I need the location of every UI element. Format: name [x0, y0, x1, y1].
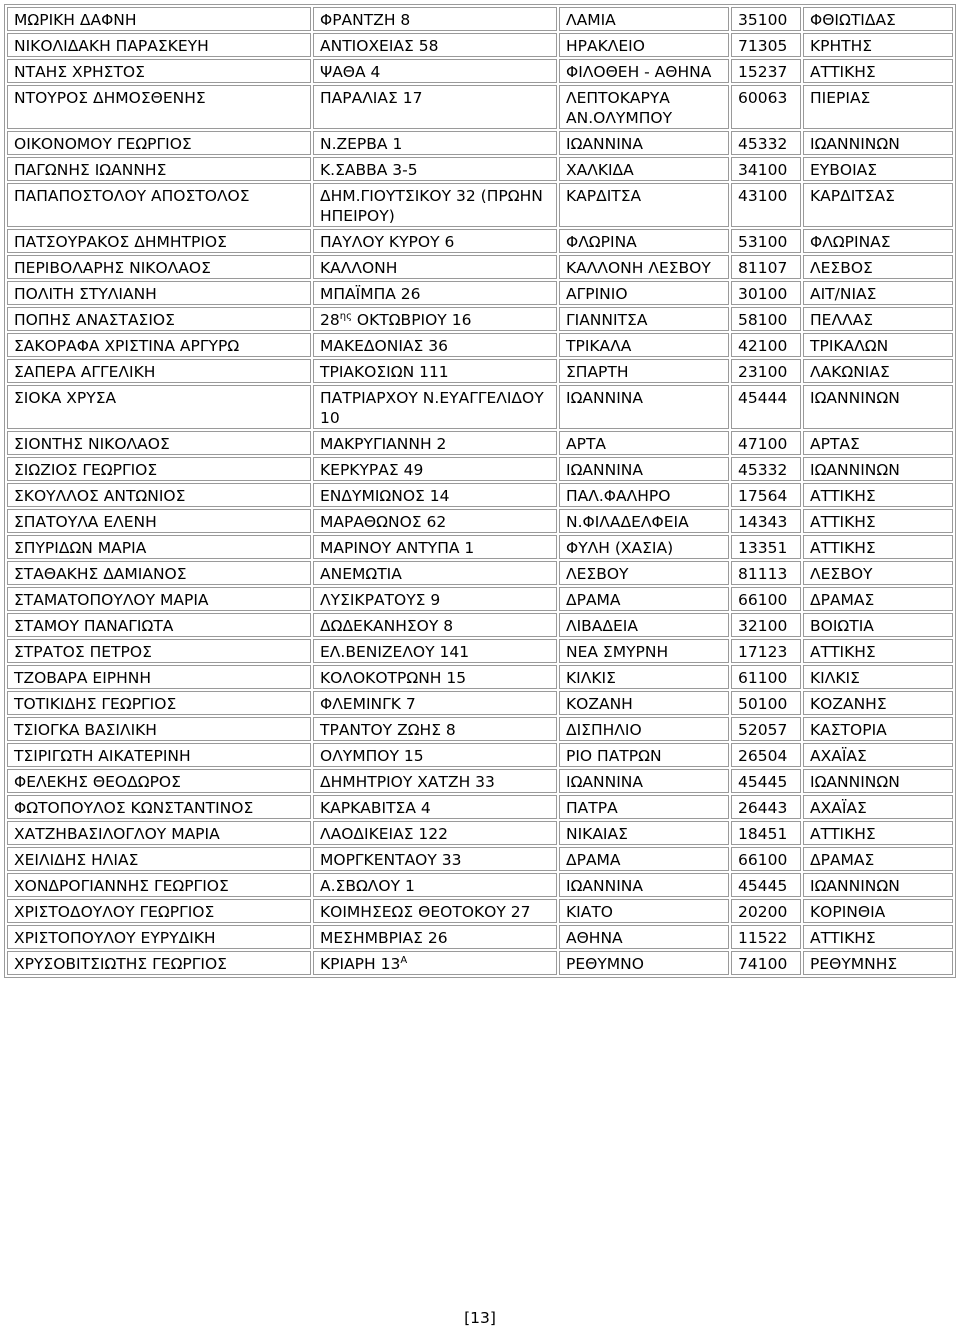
- zip-cell: 26443: [731, 795, 801, 819]
- prefecture-cell: ΑΧΑΪΑΣ: [803, 795, 953, 819]
- name-cell: ΦΩΤΟΠΟΥΛΟΣ ΚΩΝΣΤΑΝΤΙΝΟΣ: [7, 795, 311, 819]
- name-cell: ΝΤΟΥΡΟΣ ΔΗΜΟΣΘΕΝΗΣ: [7, 85, 311, 129]
- table-row: [7, 131, 953, 155]
- prefecture-cell: ΔΡΑΜΑΣ: [803, 847, 953, 871]
- zip-cell: 53100: [731, 229, 801, 253]
- address-cell: ΛΑΟΔΙΚΕΙΑΣ 122: [313, 821, 557, 845]
- address-cell: ΔΗΜ.ΓΙΟΥΤΣΙΚΟΥ 32 (ΠΡΩΗΝ ΗΠΕΙΡΟΥ): [313, 183, 557, 227]
- address-superscript: ης: [339, 310, 352, 322]
- address-rest: ΟΚΤΩΒΡΙΟΥ 16: [351, 311, 472, 329]
- name-cell: ΝΙΚΟΛΙΔΑΚΗ ΠΑΡΑΣΚΕΥΗ: [7, 33, 311, 57]
- city-cell: ΠΑΤΡΑ: [559, 795, 729, 819]
- address-cell: ΚΑΛΛΟΝΗ: [313, 255, 557, 279]
- address-cell: ΛΥΣΙΚΡΑΤΟΥΣ 9: [313, 587, 557, 611]
- city-cell: ΗΡΑΚΛΕΙΟ: [559, 33, 729, 57]
- city-cell: ΠΑΛ.ΦΑΛΗΡΟ: [559, 483, 729, 507]
- address-cell: Α.ΣΒΩΛΟΥ 1: [313, 873, 557, 897]
- table-row: [7, 157, 953, 181]
- zip-cell: 45444: [731, 385, 801, 429]
- city-cell: ΑΓΡΙΝΙΟ: [559, 281, 729, 305]
- prefecture-cell: ΚΟΡΙΝΘΙΑ: [803, 899, 953, 923]
- prefecture-cell: ΚΟΖΑΝΗΣ: [803, 691, 953, 715]
- name-cell: ΝΤΑΗΣ ΧΡΗΣΤΟΣ: [7, 59, 311, 83]
- table-row: [7, 587, 953, 611]
- name-cell: ΣΑΚΟΡΑΦΑ ΧΡΙΣΤΙΝΑ ΑΡΓΥΡΩ: [7, 333, 311, 357]
- prefecture-cell: ΑΤΤΙΚΗΣ: [803, 509, 953, 533]
- prefecture-cell: ΕΥΒΟΙΑΣ: [803, 157, 953, 181]
- address-cell: ΦΡΑΝΤΖΗ 8: [313, 7, 557, 31]
- name-cell: ΣΤΑΜΟΥ ΠΑΝΑΓΙΩΤΑ: [7, 613, 311, 637]
- zip-cell: 15237: [731, 59, 801, 83]
- table-row: [7, 717, 953, 741]
- zip-cell: 43100: [731, 183, 801, 227]
- address-cell: Κ.ΣΑΒΒΑ 3-5: [313, 157, 557, 181]
- city-cell: ΛΕΣΒΟΥ: [559, 561, 729, 585]
- table-row: [7, 457, 953, 481]
- address-cell: ΑΝΤΙΟΧΕΙΑΣ 58: [313, 33, 557, 57]
- name-cell: ΤΖΟΒΑΡΑ ΕΙΡΗΝΗ: [7, 665, 311, 689]
- city-cell: ΦΥΛΗ (ΧΑΣΙΑ): [559, 535, 729, 559]
- address-cell: ΑΝΕΜΩΤΙΑ: [313, 561, 557, 585]
- zip-cell: 45332: [731, 457, 801, 481]
- table-row: [7, 333, 953, 357]
- city-cell: ΛΙΒΑΔΕΙΑ: [559, 613, 729, 637]
- table-row: [7, 847, 953, 871]
- name-cell: ΧΡΙΣΤΟΠΟΥΛΟΥ ΕΥΡΥΔΙΚΗ: [7, 925, 311, 949]
- prefecture-cell: ΑΙΤ/ΝΙΑΣ: [803, 281, 953, 305]
- address-cell: ΕΛ.ΒΕΝΙΖΕΛΟΥ 141: [313, 639, 557, 663]
- name-cell: ΟΙΚΟΝΟΜΟΥ ΓΕΩΡΓΙΟΣ: [7, 131, 311, 155]
- address-cell: [313, 307, 557, 331]
- address-cell: ΜΟΡΓΚΕΝΤΑΟΥ 33: [313, 847, 557, 871]
- zip-cell: 45445: [731, 873, 801, 897]
- table-row: [7, 431, 953, 455]
- table-row: [7, 359, 953, 383]
- address-cell: Ν.ΖΕΡΒΑ 1: [313, 131, 557, 155]
- address-main: ΚΡΙΑΡΗ 13: [320, 955, 401, 973]
- address-cell: ΚΟΛΟΚΟΤΡΩΝΗ 15: [313, 665, 557, 689]
- address-cell: ΠΑΡΑΛΙΑΣ 17: [313, 85, 557, 129]
- table-row: [7, 229, 953, 253]
- zip-cell: 45445: [731, 769, 801, 793]
- page-number: [13]: [464, 1309, 496, 1327]
- prefecture-cell: ΡΕΘΥΜΝΗΣ: [803, 951, 953, 975]
- name-cell: ΧΕΙΛΙΔΗΣ ΗΛΙΑΣ: [7, 847, 311, 871]
- table-body: [7, 7, 953, 975]
- zip-cell: 61100: [731, 665, 801, 689]
- table-row: [7, 665, 953, 689]
- table-row: [7, 183, 953, 227]
- zip-cell: 13351: [731, 535, 801, 559]
- zip-cell: 14343: [731, 509, 801, 533]
- prefecture-cell: ΑΡΤΑΣ: [803, 431, 953, 455]
- prefecture-cell: ΑΤΤΙΚΗΣ: [803, 925, 953, 949]
- address-cell: ΔΗΜΗΤΡΙΟΥ ΧΑΤΖΗ 33: [313, 769, 557, 793]
- city-cell: ΤΡΙΚΑΛΑ: [559, 333, 729, 357]
- zip-cell: 42100: [731, 333, 801, 357]
- table-row: [7, 483, 953, 507]
- zip-cell: 81107: [731, 255, 801, 279]
- address-cell: ΜΠΑΪΜΠΑ 26: [313, 281, 557, 305]
- city-cell: ΙΩΑΝΝΙΝΑ: [559, 457, 729, 481]
- prefecture-cell: ΙΩΑΝΝΙΝΩΝ: [803, 131, 953, 155]
- city-cell: ΓΙΑΝΝΙΤΣΑ: [559, 307, 729, 331]
- prefecture-cell: ΦΛΩΡΙΝΑΣ: [803, 229, 953, 253]
- city-cell: ΙΩΑΝΝΙΝΑ: [559, 385, 729, 429]
- zip-cell: 74100: [731, 951, 801, 975]
- table-row: [7, 925, 953, 949]
- prefecture-cell: ΚΑΣΤΟΡΙΑ: [803, 717, 953, 741]
- name-cell: ΤΟΤΙΚΙΔΗΣ ΓΕΩΡΓΙΟΣ: [7, 691, 311, 715]
- name-cell: ΣΤΑΜΑΤΟΠΟΥΛΟΥ ΜΑΡΙΑ: [7, 587, 311, 611]
- zip-cell: 66100: [731, 847, 801, 871]
- name-cell: ΣΙΟΚΑ ΧΡΥΣΑ: [7, 385, 311, 429]
- name-cell: ΧΟΝΔΡΟΓΙΑΝΝΗΣ ΓΕΩΡΓΙΟΣ: [7, 873, 311, 897]
- zip-cell: 20200: [731, 899, 801, 923]
- address-cell: ΚΕΡΚΥΡΑΣ 49: [313, 457, 557, 481]
- prefecture-cell: ΑΤΤΙΚΗΣ: [803, 821, 953, 845]
- zip-cell: 17123: [731, 639, 801, 663]
- table-row: [7, 509, 953, 533]
- zip-cell: 11522: [731, 925, 801, 949]
- name-cell: ΣΙΟΝΤΗΣ ΝΙΚΟΛΑΟΣ: [7, 431, 311, 455]
- name-cell: ΠΕΡΙΒΟΛΑΡΗΣ ΝΙΚΟΛΑΟΣ: [7, 255, 311, 279]
- prefecture-cell: ΛΑΚΩΝΙΑΣ: [803, 359, 953, 383]
- table-row: [7, 255, 953, 279]
- zip-cell: 18451: [731, 821, 801, 845]
- city-cell: ΡΙΟ ΠΑΤΡΩΝ: [559, 743, 729, 767]
- zip-cell: 47100: [731, 431, 801, 455]
- name-cell: ΧΡΙΣΤΟΔΟΥΛΟΥ ΓΕΩΡΓΙΟΣ: [7, 899, 311, 923]
- city-cell: ΔΡΑΜΑ: [559, 847, 729, 871]
- prefecture-cell: ΠΕΛΛΑΣ: [803, 307, 953, 331]
- prefecture-cell: ΔΡΑΜΑΣ: [803, 587, 953, 611]
- address-cell: ΜΑΡΙΝΟΥ ΑΝΤΥΠΑ 1: [313, 535, 557, 559]
- table-row: [7, 535, 953, 559]
- table-row: [7, 691, 953, 715]
- address-superscript: Α: [400, 954, 408, 966]
- prefecture-cell: ΑΤΤΙΚΗΣ: [803, 59, 953, 83]
- prefecture-cell: ΦΘΙΩΤΙΔΑΣ: [803, 7, 953, 31]
- table-row: [7, 561, 953, 585]
- city-cell: ΑΘΗΝΑ: [559, 925, 729, 949]
- name-cell: ΠΑΓΩΝΗΣ ΙΩΑΝΝΗΣ: [7, 157, 311, 181]
- name-cell: ΠΑΤΣΟΥΡΑΚΟΣ ΔΗΜΗΤΡΙΟΣ: [7, 229, 311, 253]
- name-cell: ΣΤΡΑΤΟΣ ΠΕΤΡΟΣ: [7, 639, 311, 663]
- city-cell: ΚΙΑΤΟ: [559, 899, 729, 923]
- city-cell: ΛΑΜΙΑ: [559, 7, 729, 31]
- name-cell: ΧΑΤΖΗΒΑΣΙΛΟΓΛΟΥ ΜΑΡΙΑ: [7, 821, 311, 845]
- table-row: [7, 613, 953, 637]
- city-cell: ΙΩΑΝΝΙΝΑ: [559, 131, 729, 155]
- prefecture-cell: ΙΩΑΝΝΙΝΩΝ: [803, 457, 953, 481]
- address-cell: ΤΡΙΑΚΟΣΙΩΝ 111: [313, 359, 557, 383]
- table-row: [7, 85, 953, 129]
- prefecture-cell: ΙΩΑΝΝΙΝΩΝ: [803, 385, 953, 429]
- city-cell: ΝΙΚΑΙΑΣ: [559, 821, 729, 845]
- prefecture-cell: ΛΕΣΒΟΥ: [803, 561, 953, 585]
- zip-cell: 30100: [731, 281, 801, 305]
- city-cell: ΙΩΑΝΝΙΝΑ: [559, 769, 729, 793]
- table-row: [7, 385, 953, 429]
- zip-cell: 17564: [731, 483, 801, 507]
- table-row: [7, 821, 953, 845]
- zip-cell: 32100: [731, 613, 801, 637]
- name-cell: ΣΠΑΤΟΥΛΑ ΕΛΕΝΗ: [7, 509, 311, 533]
- city-cell: ΡΕΘΥΜΝΟ: [559, 951, 729, 975]
- city-cell: ΔΙΣΠΗΛΙΟ: [559, 717, 729, 741]
- prefecture-cell: ΒΟΙΩΤΙΑ: [803, 613, 953, 637]
- city-cell: ΛΕΠΤΟΚΑΡΥΑ ΑΝ.ΟΛΥΜΠΟΥ: [559, 85, 729, 129]
- zip-cell: 23100: [731, 359, 801, 383]
- table-row: [7, 33, 953, 57]
- address-cell: ΟΛΥΜΠΟΥ 15: [313, 743, 557, 767]
- address-cell: ΜΑΚΕΔΟΝΙΑΣ 36: [313, 333, 557, 357]
- zip-cell: 52057: [731, 717, 801, 741]
- name-cell: ΧΡΥΣΟΒΙΤΣΙΩΤΗΣ ΓΕΩΡΓΙΟΣ: [7, 951, 311, 975]
- prefecture-cell: ΠΙΕΡΙΑΣ: [803, 85, 953, 129]
- zip-cell: 50100: [731, 691, 801, 715]
- address-cell: ΠΑΤΡΙΑΡΧΟΥ Ν.ΕΥΑΓΓΕΛΙΔΟΥ 10: [313, 385, 557, 429]
- table-row: [7, 281, 953, 305]
- name-cell: ΠΑΠΑΠΟΣΤΟΛΟΥ ΑΠΟΣΤΟΛΟΣ: [7, 183, 311, 227]
- zip-cell: 81113: [731, 561, 801, 585]
- city-cell: ΦΛΩΡΙΝΑ: [559, 229, 729, 253]
- city-cell: ΦΙΛΟΘΕΗ - ΑΘΗΝΑ: [559, 59, 729, 83]
- city-cell: ΚΑΡΔΙΤΣΑ: [559, 183, 729, 227]
- city-cell: ΑΡΤΑ: [559, 431, 729, 455]
- name-cell: ΦΕΛΕΚΗΣ ΘΕΟΔΩΡΟΣ: [7, 769, 311, 793]
- city-cell: ΝΕΑ ΣΜΥΡΝΗ: [559, 639, 729, 663]
- prefecture-cell: ΚΙΛΚΙΣ: [803, 665, 953, 689]
- address-cell: ΕΝΔΥΜΙΩΝΟΣ 14: [313, 483, 557, 507]
- table-row: [7, 873, 953, 897]
- city-cell: ΣΠΑΡΤΗ: [559, 359, 729, 383]
- prefecture-cell: ΑΤΤΙΚΗΣ: [803, 535, 953, 559]
- name-cell: ΣΠΥΡΙΔΩΝ ΜΑΡΙΑ: [7, 535, 311, 559]
- zip-cell: 60063: [731, 85, 801, 129]
- address-cell: ΚΑΡΚΑΒΙΤΣΑ 4: [313, 795, 557, 819]
- address-main: 28: [320, 311, 340, 329]
- zip-cell: 45332: [731, 131, 801, 155]
- name-cell: ΠΟΛΙΤΗ ΣΤΥΛΙΑΝΗ: [7, 281, 311, 305]
- address-cell: ΔΩΔΕΚΑΝΗΣΟΥ 8: [313, 613, 557, 637]
- name-cell: ΣΚΟΥΛΛΟΣ ΑΝΤΩΝΙΟΣ: [7, 483, 311, 507]
- name-cell: ΣΑΠΕΡΑ ΑΓΓΕΛΙΚΗ: [7, 359, 311, 383]
- prefecture-cell: ΙΩΑΝΝΙΝΩΝ: [803, 873, 953, 897]
- zip-cell: 66100: [731, 587, 801, 611]
- address-cell: ΜΑΡΑΘΩΝΟΣ 62: [313, 509, 557, 533]
- prefecture-cell: ΑΤΤΙΚΗΣ: [803, 483, 953, 507]
- table-row: [7, 639, 953, 663]
- table-row: [7, 307, 953, 331]
- city-cell: ΚΑΛΛΟΝΗ ΛΕΣΒΟΥ: [559, 255, 729, 279]
- name-cell: ΤΣΙΟΓΚΑ ΒΑΣΙΛΙΚΗ: [7, 717, 311, 741]
- prefecture-cell: ΑΧΑΪΑΣ: [803, 743, 953, 767]
- city-cell: ΚΟΖΑΝΗ: [559, 691, 729, 715]
- city-cell: ΔΡΑΜΑ: [559, 587, 729, 611]
- address-table: [4, 4, 956, 978]
- table-row: [7, 951, 953, 975]
- table-row: [7, 743, 953, 767]
- name-cell: ΤΣΙΡΙΓΩΤΗ ΑΙΚΑΤΕΡΙΝΗ: [7, 743, 311, 767]
- table-row: [7, 899, 953, 923]
- table-row: [7, 59, 953, 83]
- prefecture-cell: ΑΤΤΙΚΗΣ: [803, 639, 953, 663]
- table-row: [7, 7, 953, 31]
- city-cell: ΧΑΛΚΙΔΑ: [559, 157, 729, 181]
- zip-cell: 35100: [731, 7, 801, 31]
- prefecture-cell: ΚΑΡΔΙΤΣΑΣ: [803, 183, 953, 227]
- zip-cell: 58100: [731, 307, 801, 331]
- zip-cell: 34100: [731, 157, 801, 181]
- address-cell: ΜΕΣΗΜΒΡΙΑΣ 26: [313, 925, 557, 949]
- prefecture-cell: ΤΡΙΚΑΛΩΝ: [803, 333, 953, 357]
- prefecture-cell: ΚΡΗΤΗΣ: [803, 33, 953, 57]
- name-cell: ΣΤΑΘΑΚΗΣ ΔΑΜΙΑΝΟΣ: [7, 561, 311, 585]
- address-cell: ΜΑΚΡΥΓΙΑΝΝΗ 2: [313, 431, 557, 455]
- address-cell: ΦΛΕΜΙΝΓΚ 7: [313, 691, 557, 715]
- city-cell: Ν.ΦΙΛΑΔΕΛΦΕΙΑ: [559, 509, 729, 533]
- address-cell: ΤΡΑΝΤΟΥ ΖΩΗΣ 8: [313, 717, 557, 741]
- name-cell: ΣΙΩΖΙΟΣ ΓΕΩΡΓΙΟΣ: [7, 457, 311, 481]
- address-cell: [313, 951, 557, 975]
- city-cell: ΙΩΑΝΝΙΝΑ: [559, 873, 729, 897]
- name-cell: ΠΟΠΗΣ ΑΝΑΣΤΑΣΙΟΣ: [7, 307, 311, 331]
- address-cell: ΚΟΙΜΗΣΕΩΣ ΘΕΟΤΟΚΟΥ 27: [313, 899, 557, 923]
- name-cell: ΜΩΡΙΚΗ ΔΑΦΝΗ: [7, 7, 311, 31]
- table-row: [7, 795, 953, 819]
- address-cell: ΨΑΘΑ 4: [313, 59, 557, 83]
- address-cell: ΠΑΥΛΟΥ ΚΥΡΟΥ 6: [313, 229, 557, 253]
- prefecture-cell: ΙΩΑΝΝΙΝΩΝ: [803, 769, 953, 793]
- table-row: [7, 769, 953, 793]
- city-cell: ΚΙΛΚΙΣ: [559, 665, 729, 689]
- zip-cell: 71305: [731, 33, 801, 57]
- zip-cell: 26504: [731, 743, 801, 767]
- prefecture-cell: ΛΕΣΒΟΣ: [803, 255, 953, 279]
